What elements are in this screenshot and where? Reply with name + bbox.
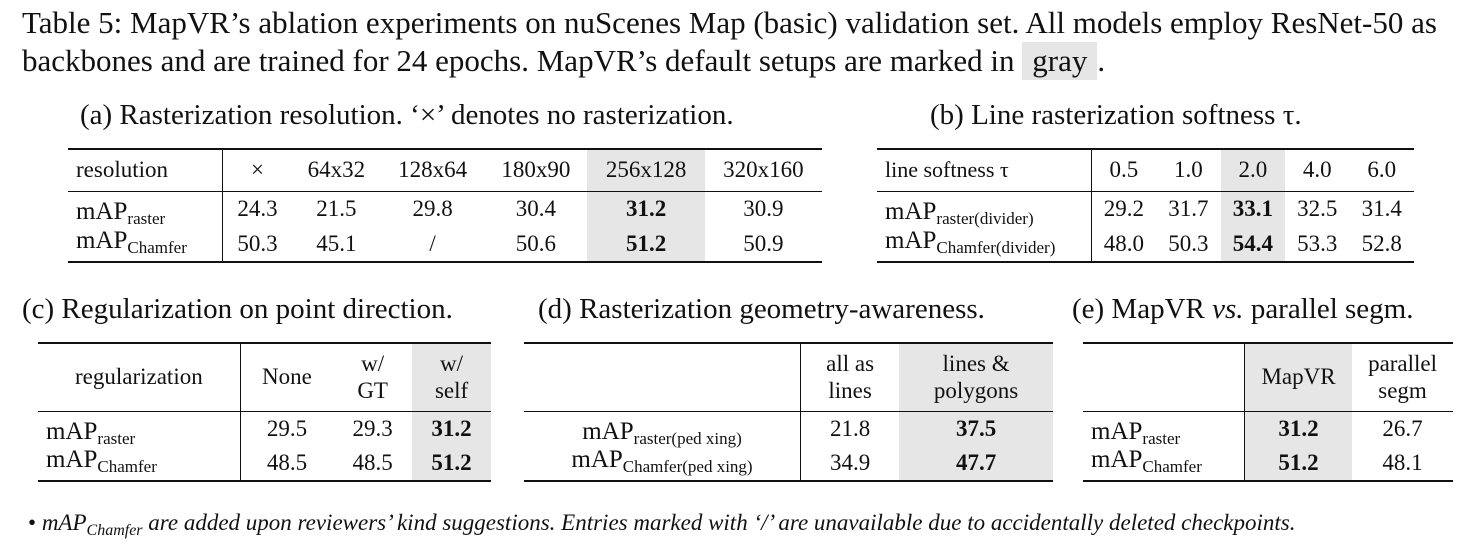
header-cell: 256x128 [587,149,704,191]
header-cell: 320x160 [705,149,822,191]
table-cell: 31.7 [1168,196,1209,222]
row-label: mAP$_{Chamfer}$ [38,446,240,481]
header-cell: MapVR [1245,343,1353,411]
table-row [1083,446,1453,481]
footnote [28,510,1296,539]
subtable-e-title: (e) MapVR vs. parallel segm. [1072,293,1414,325]
table-cell: 50.6 [515,231,556,256]
table-cell: 48.0 [1103,231,1145,256]
table-row [1083,411,1453,446]
subtable-d-title: (d) Rasterization geometry-awareness. [538,293,985,325]
subtable-a-title: (a) Rasterization resolution. ‘×’ denotes no rasterization. [80,99,734,131]
table-row [38,446,491,481]
table-row [1083,343,1453,411]
table-cell: 30.9 [743,196,784,222]
table-row [877,227,1414,262]
table-cell: 48.1 [1382,449,1423,475]
table-row [68,227,822,262]
header-cell: w/ GT [333,343,412,411]
header-cell: 4.0 [1285,149,1349,191]
table-cell: 32.5 [1297,196,1338,222]
table-cell: 51.2 [412,446,491,481]
row-label: mAP$_{Chamfer}$ [1083,446,1245,481]
table-cell: 31.2 [587,191,704,227]
table-cell: 45.1 [316,231,357,256]
subtable-b [877,148,1414,263]
header-cell: 0.5 [1091,149,1156,191]
caption-gray-word: gray [1022,42,1097,80]
table-cell: 24.3 [237,196,278,222]
row-label: mAP$_{Chamfer(divider)}$ [877,227,1091,262]
header-cell: 64x32 [292,149,381,191]
header-cell: None [240,343,333,411]
table-cell: 48.5 [352,449,393,475]
header-cell-empty [1083,343,1245,411]
subtable-d [524,342,1053,482]
table-cell: 50.3 [237,231,278,256]
caption-label: Table 5: [22,5,123,40]
caption-text: MapVR’s ablation experiments on nuScenes Map (basic) validation set. All models employ ResNet-50 as backbones and are trained for 24 epochs. MapVR’s default setups are marked in [22,5,1437,78]
table-caption [22,4,1462,80]
header-cell: parallel segm [1352,343,1453,411]
table-cell: 26.7 [1382,415,1423,441]
table-row [524,343,1053,411]
table-row [524,411,1053,446]
table-cell: 31.4 [1361,196,1402,222]
row-label: mAP$_{raster(divider)}$ [877,191,1091,227]
row-label: mAP$_{raster(ped xing)}$ [524,411,801,446]
subtable-e [1083,342,1453,482]
header-cell-empty [524,343,801,411]
table-row [68,149,822,191]
subtable-b-title: (b) Line rasterization softness τ. [930,99,1302,131]
table-cell: 51.2 [587,227,704,262]
row-label: mAP$_{raster}$ [1083,411,1245,446]
footnote-bullet: • [28,510,37,535]
table-row [877,149,1414,191]
header-cell: lines & polygons [899,343,1053,411]
subtable-c [38,342,491,482]
header-cell: × [223,149,292,191]
table-cell: 29.3 [352,415,393,441]
table-cell: 54.4 [1221,227,1285,262]
row-label: mAP$_{raster}$ [68,191,223,227]
table-cell: 29.2 [1103,196,1145,222]
caption-end: . [1097,43,1106,78]
table-cell: 33.1 [1221,191,1285,227]
header-cell: w/ self [412,343,491,411]
header-cell: 180x90 [484,149,587,191]
table-cell: 51.2 [1245,446,1353,481]
table-cell: 21.8 [829,415,871,441]
header-cell: line softness τ [877,149,1091,191]
table-cell: 48.5 [266,449,308,475]
footnote-text: are added upon reviewers’ kind suggestions. Entries marked with ‘/’ are unavailable due to accidentally deleted checkpoints. [148,510,1296,535]
row-label: mAP$_{Chamfer(ped xing)}$ [524,446,801,481]
footnote-metric-sub: Chamfer [86,522,143,539]
table-cell: 52.8 [1361,231,1402,256]
table-cell: 50.3 [1168,231,1209,256]
table-row [38,411,491,446]
table-row [877,191,1414,227]
table-cell: 47.7 [899,446,1053,481]
row-label: mAP$_{Chamfer}$ [68,227,223,262]
header-cell: 6.0 [1350,149,1414,191]
table-cell: 30.4 [515,196,556,222]
table-cell: / [429,231,436,256]
header-cell: 2.0 [1221,149,1285,191]
header-cell: 128x64 [381,149,484,191]
header-cell: all as lines [801,343,900,411]
table-cell: 29.8 [412,196,453,222]
table-cell: 53.3 [1297,231,1338,256]
table-cell: 31.2 [1245,411,1353,446]
table-row [38,343,491,411]
table-cell: 50.9 [743,231,784,256]
subtable-c-title: (c) Regularization on point direction. [22,293,453,325]
subtable-a [68,148,822,263]
table-row [524,446,1053,481]
footnote-metric: mAP [41,510,87,535]
header-cell: resolution [68,149,223,191]
table-cell: 34.9 [829,449,871,475]
row-label: mAP$_{raster}$ [38,411,240,446]
table-cell: 29.5 [266,415,308,441]
table-row [68,191,822,227]
header-cell: regularization [38,343,240,411]
table-cell: 37.5 [899,411,1053,446]
table-cell: 21.5 [316,196,357,222]
table-cell: 31.2 [412,411,491,446]
header-cell: 1.0 [1156,149,1220,191]
